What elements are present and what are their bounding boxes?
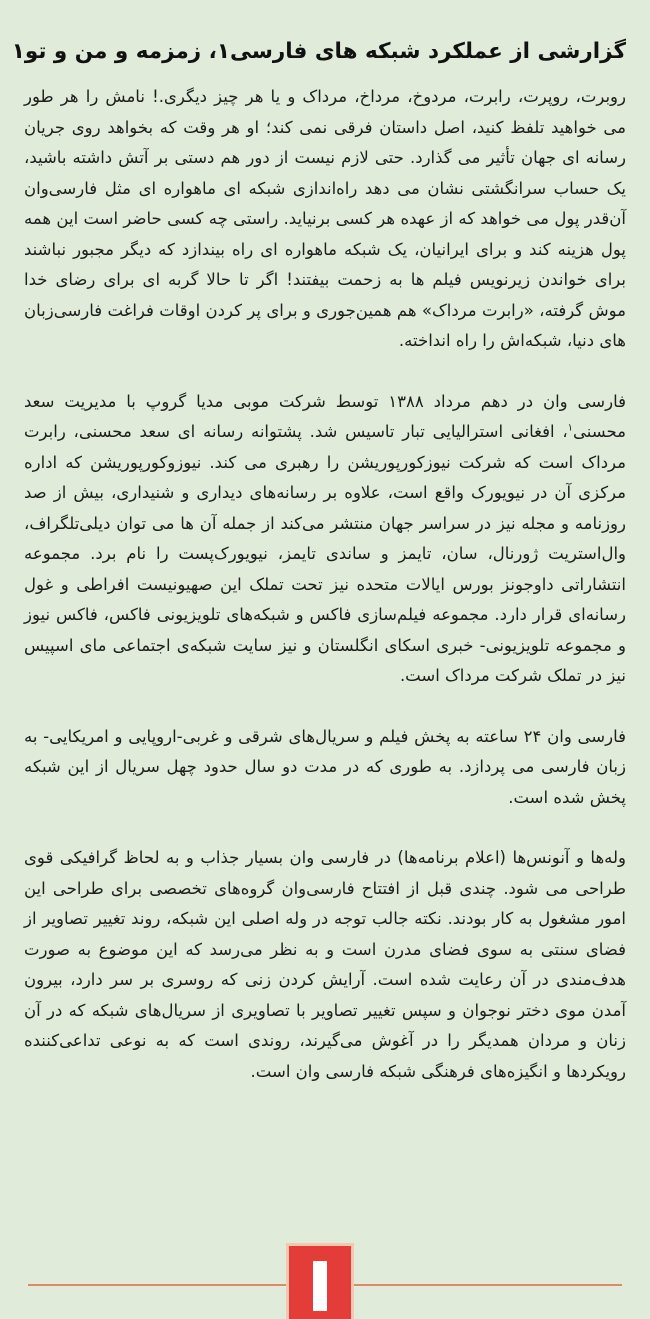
paragraph-2: [24, 387, 626, 692]
paragraph-2-text-a: فارسی وان در دهم مرداد ۱۳۸۸ توسط شرکت موبی مدیا گروپ با مدیریت سعد محسنی: [24, 391, 626, 441]
page-marker-box: [286, 1243, 354, 1319]
page-marker-glyph: [313, 1261, 327, 1311]
paragraph-2-text-b: ، افغانی استرالیایی تبار تاسیس شد. پشتوانه رسانه ای سعد محسنی، رابرت مرداک است که شرکت نیوزکورپوریشن را رهبری می کند. نیوزوکورپوریشن که اداره مرکزی آن در نیویورک واقع است، علاوه بر رسانه‌های دیداری و شنیداری، بیش از صد روزنامه و مجله نیز در سراسر جهان منتشر می‌کند از جمله آن ها می توان دیلی‌تلگراف، وال‌استریت ژورنال، سان، تایمز و ساندی تایمز، نیویورک‌پست را نام برد. مجموعه انتشاراتی داوجونز بورس ایالات متحده نیز تحت تملک این صهیونیست افراطی و غول رسانه‌ای قرار دارد. مجموعه فیلم‌سازی فاکس و شبکه‌های تلویزیونی فاکس، فاکس نیوز و مجموعه تلویزیونی- خبری اسکای انگلستان و نیز سایت شبکه‌ی اجتماعی مای اسپیس نیز در تملک شرکت مرداک است.: [24, 422, 626, 685]
paragraph-3: فارسی وان ۲۴ ساعته به پخش فیلم و سریال‌های شرقی و غربی-اروپایی و امریکایی- به زبان فارسی می پردازد. به طوری که در مدت دو سال حدود چهل سریال از این شبکه پخش شده است.: [24, 726, 627, 807]
paragraph-4: وله‌ها و آنونس‌ها (اعلام برنامه‌ها) در فارسی وان بسیار جذاب و به لحاظ گرافیکی قوی طراحی می شود. چندی قبل از افتتاح فارسی‌وان گروه‌های تخصصی برای طراحی این امور مشغول به کار بودند. نکته جالب توجه در وله اصلی این شبکه، روند تغییر تصاویر از فضای سنتی به سوی فضای مدرن است و به نظر می‌رسد که این موضوع به صورت هدف‌مندی در آن رعایت شده است. آرایش کردن زنی که روسری بر سر دارد، بیرون آمدن موی دختر نوجوان و سپس تغییر تصاویر با تصاویری از سریال‌های شبکه که در آن زنان و مردان همدیگر را در آغوش می‌گیرند، روندی است که به نوعی تداعی‌کننده رویکردها و انگیزه‌های فرهنگی شبکه فارسی وان است.: [24, 848, 626, 1081]
footnote-marker[interactable]: ۱: [567, 422, 574, 434]
paragraph-1: روبرت، روپرت، رابرت، مردوخ، مرداخ، مرداک و یا هر چیز دیگری.! نامش را هر طور می خواهید تلفظ کنید، اصل داستان فرقی نمی کند؛ او هر وقت که بخواهد روی جریان رسانه ای جهان تأثیر می گذارد. حتی لازم نیست از دور هم دستی بر آتش داشته باشید، یک حساب سرانگشتی نشان می دهد راه‌اندازی شبکه ای ماهواره ای مثل فارسی‌وان آن‌قدر پول می خواهد که از عهده هر کسی برنیاید. راستی چه کسی حاضر است این همه پول هزینه کند و برای ایرانیان، یک شبکه ماهواره ای راه بیندازد که دیگر مجبور نباشند برای خواندن زیرنویس فیلم ها به زحمت بیفتند! اگر تا حالا گربه ای برای رضای خدا موش گرفته، «رابرت مرداک» هم همین‌جوری و برای پر کردن اوقات فراغت فارسی‌زبان های دنیا، شبکه‌اش را راه انداخته.: [24, 87, 626, 350]
article-title: گزارشی از عملکرد شبکه های فارسی۱، زمزمه و من و تو۱: [11, 39, 626, 64]
